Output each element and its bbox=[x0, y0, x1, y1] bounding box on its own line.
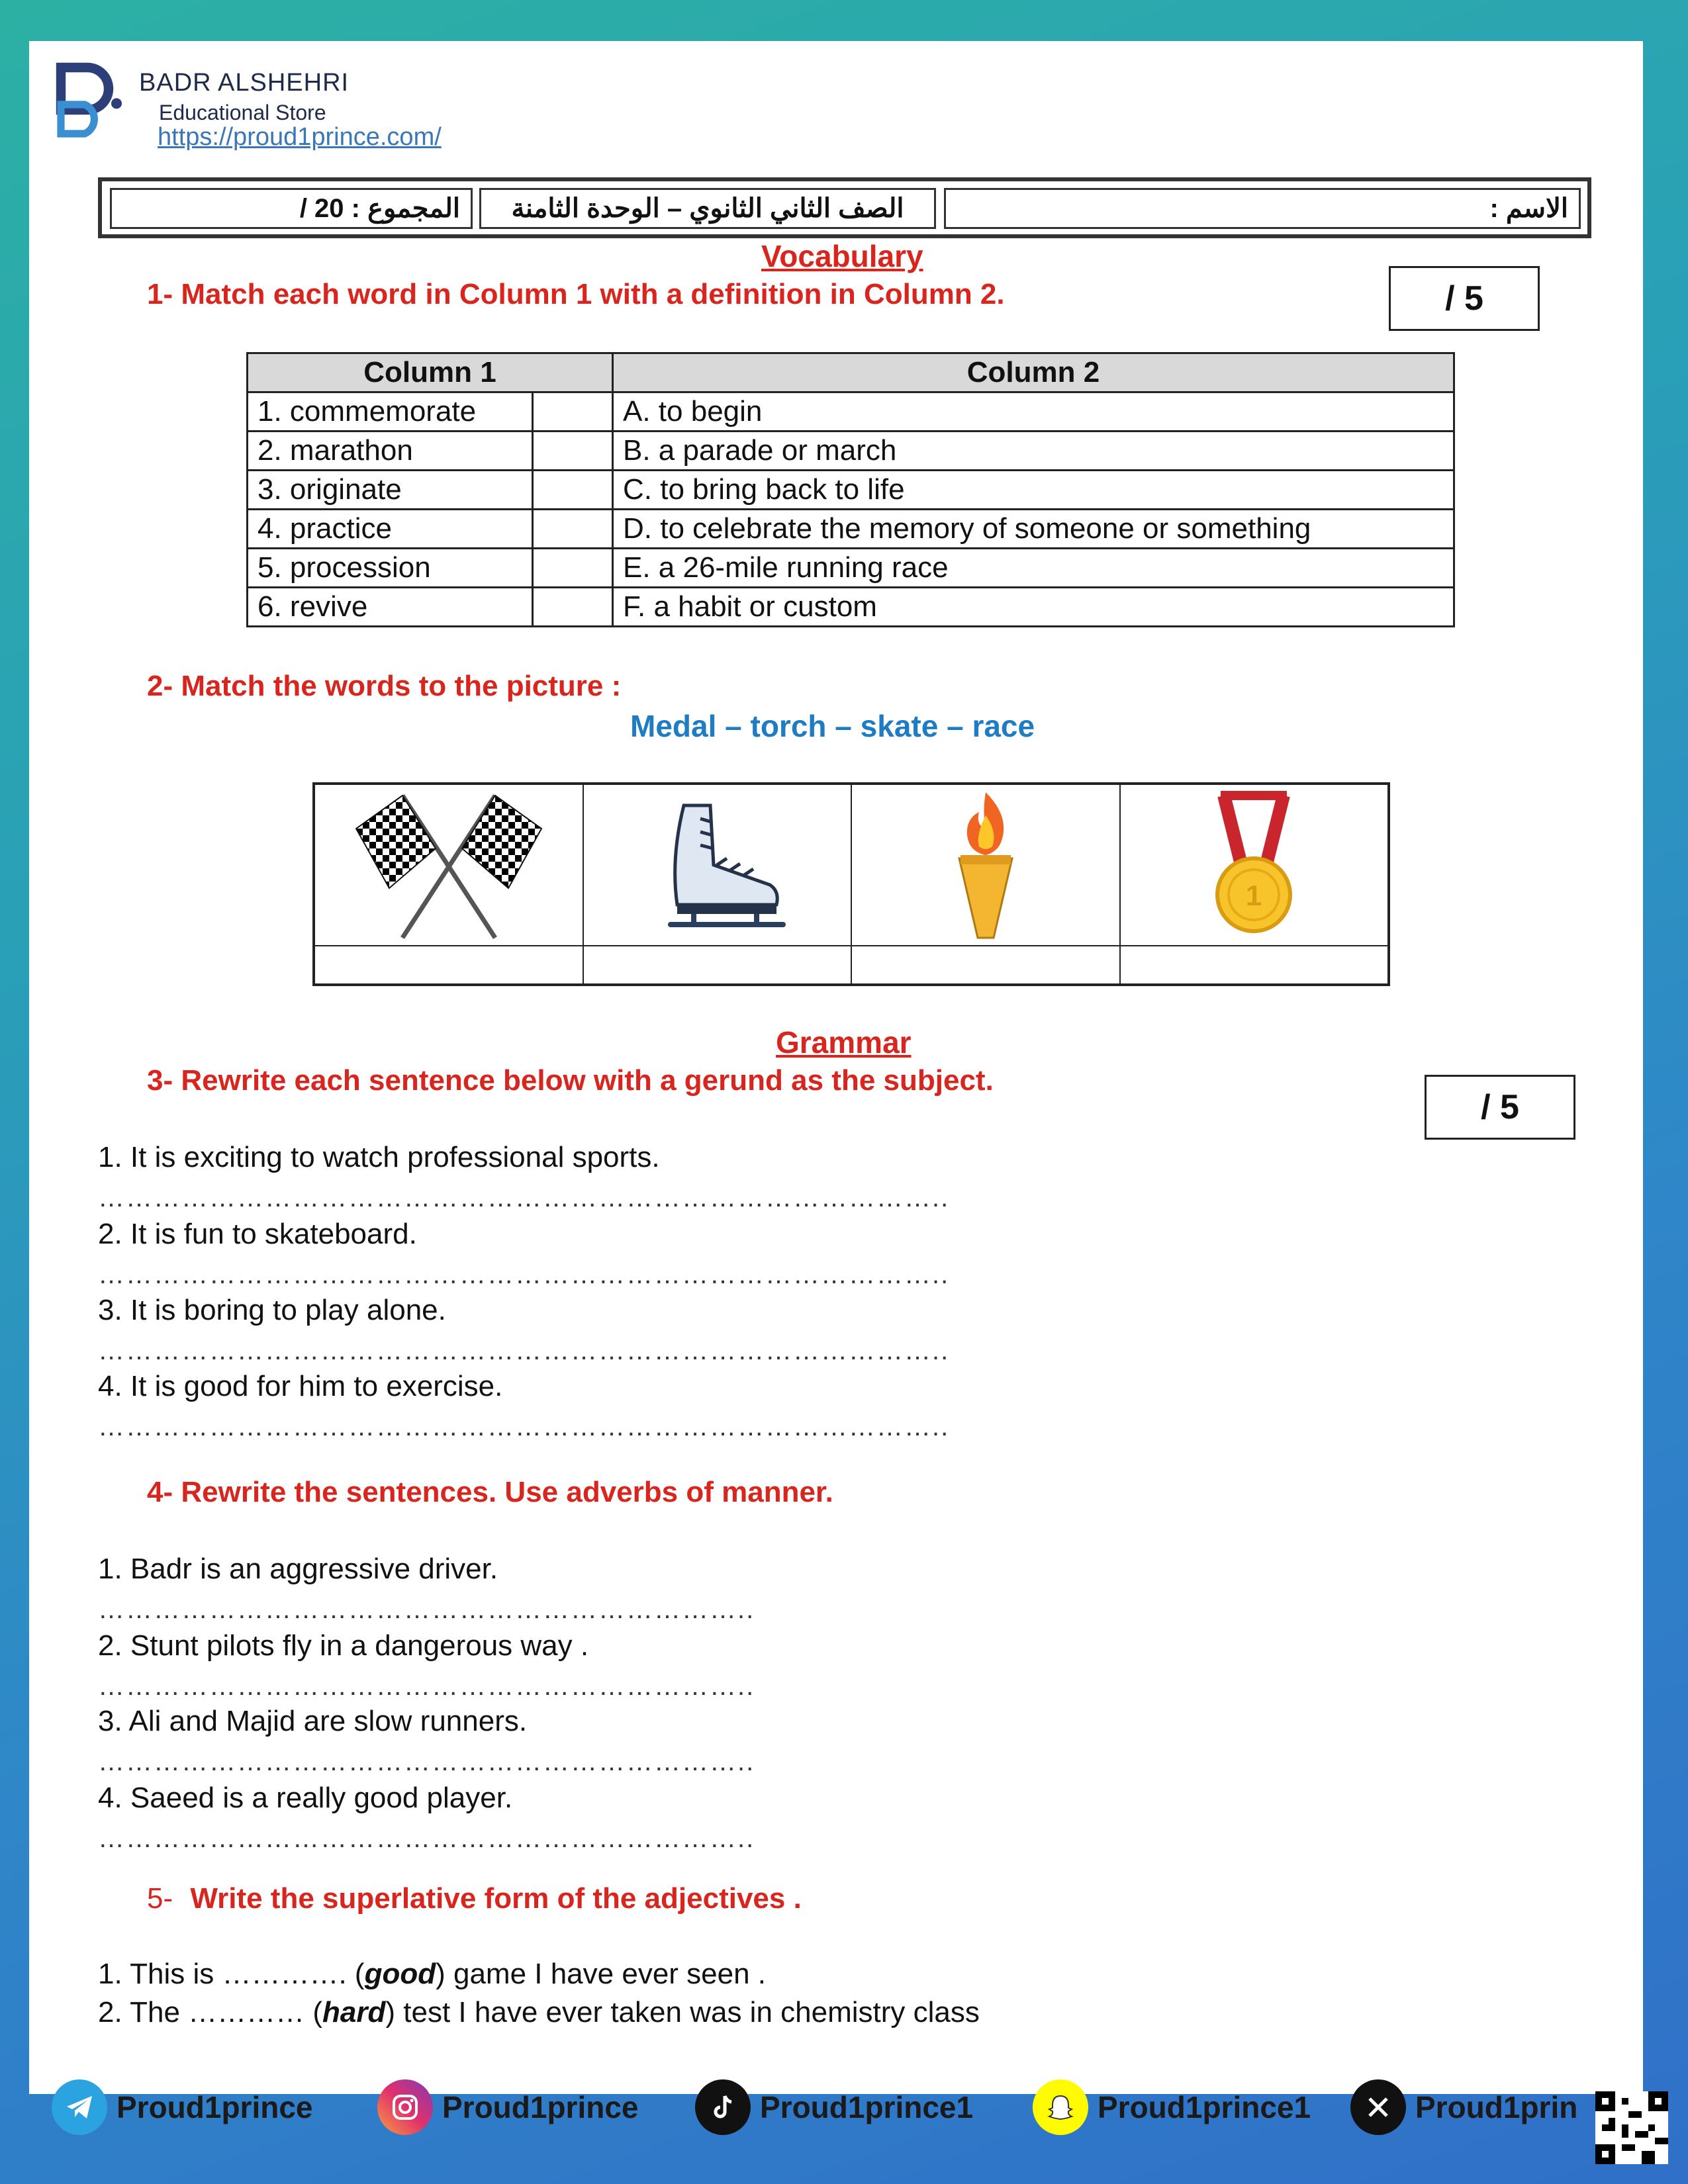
vocab-definition: A. to begin bbox=[613, 392, 1454, 432]
brand-subtitle: Educational Store bbox=[159, 101, 326, 124]
medal-icon bbox=[1207, 789, 1300, 941]
name-label: الاسم : bbox=[1489, 194, 1568, 223]
snapchat-label: Proud1prince1 bbox=[1098, 2090, 1311, 2124]
total-score-label: المجموع : 20 / bbox=[299, 194, 460, 223]
telegram-handle[interactable] bbox=[52, 2079, 313, 2135]
answer-line[interactable]: …………………………………………………………….. bbox=[98, 1595, 755, 1624]
vocab-table-header bbox=[248, 353, 1454, 392]
answer-line[interactable]: ……………………………………………………………………………….. bbox=[98, 1412, 950, 1441]
answer-cell[interactable] bbox=[533, 549, 613, 588]
vocab-definition: F. a habit or custom bbox=[613, 588, 1454, 627]
x-icon bbox=[1350, 2079, 1406, 2135]
answer-cell[interactable] bbox=[533, 471, 613, 510]
vocab-word: 6. revive bbox=[248, 588, 533, 627]
picture-cell-medal bbox=[1120, 784, 1389, 946]
vocab-word: 4. practice bbox=[248, 510, 533, 549]
checkered-flags-icon bbox=[330, 789, 568, 941]
q3-sentence-2: 2. It is fun to skateboard. bbox=[98, 1218, 417, 1250]
snapchat-icon bbox=[1033, 2079, 1088, 2135]
picture-cell-skate bbox=[583, 784, 852, 946]
q3-sentence-4: 4. It is good for him to exercise. bbox=[98, 1370, 503, 1402]
table-row bbox=[248, 392, 1454, 432]
picture-cell-torch bbox=[851, 784, 1120, 946]
name-cell[interactable] bbox=[944, 188, 1581, 229]
vocab-word: 3. originate bbox=[248, 471, 533, 510]
q5-number: 5- bbox=[147, 1882, 173, 1915]
answer-cell[interactable] bbox=[533, 392, 613, 432]
q5-label: Write the superlative form of the adjectives . bbox=[190, 1882, 802, 1915]
answer-line[interactable]: …………………………………………………………….. bbox=[98, 1824, 755, 1853]
q4-instruction: 4- Rewrite the sentences. Use adverbs of manner. bbox=[147, 1476, 833, 1508]
svg-text:1: 1 bbox=[1246, 880, 1262, 912]
tiktok-handle[interactable] bbox=[695, 2079, 973, 2135]
q5-1-suffix: ) game I have ever seen . bbox=[436, 1958, 767, 1990]
instagram-icon bbox=[377, 2079, 433, 2135]
answer-line[interactable]: ……………………………………………………………………………….. bbox=[98, 1260, 950, 1289]
brand-name: BADR ALSHEHRI bbox=[139, 69, 350, 97]
picture-match-grid bbox=[312, 782, 1390, 986]
tiktok-label: Proud1prince1 bbox=[760, 2090, 974, 2124]
table-row bbox=[248, 432, 1454, 471]
answer-cell[interactable] bbox=[851, 946, 1120, 984]
q4-sentence-1: 1. Badr is an aggressive driver. bbox=[98, 1553, 498, 1585]
picture-cell-race bbox=[314, 784, 583, 946]
header-bar bbox=[98, 177, 1591, 238]
telegram-icon bbox=[52, 2079, 107, 2135]
q5-2-suffix: ) test I have ever taken was in chemistry class bbox=[385, 1996, 980, 2028]
q4-sentence-2: 2. Stunt pilots fly in a dangerous way . bbox=[98, 1629, 589, 1662]
q5-1-adjective: good bbox=[364, 1958, 436, 1990]
x-handle[interactable] bbox=[1350, 2079, 1577, 2135]
answer-line[interactable]: …………………………………………………………….. bbox=[98, 1747, 755, 1776]
snapchat-handle[interactable] bbox=[1033, 2079, 1311, 2135]
table-row bbox=[248, 471, 1454, 510]
grammar-title: Grammar bbox=[776, 1025, 912, 1060]
q3-sentence-3: 3. It is boring to play alone. bbox=[98, 1294, 446, 1326]
q5-sentence-2 bbox=[98, 1996, 980, 2029]
q1-instruction: 1- Match each word in Column 1 with a definition in Column 2. bbox=[147, 278, 1005, 310]
telegram-label: Proud1prince bbox=[117, 2090, 313, 2124]
brand-url-link[interactable]: https://proud1prince.com/ bbox=[158, 123, 442, 151]
x-label: Proud1prin bbox=[1415, 2090, 1578, 2124]
ice-skate-icon bbox=[637, 792, 796, 938]
tiktok-icon bbox=[695, 2079, 751, 2135]
q5-2-prefix: 2. The ………… ( bbox=[98, 1996, 323, 2028]
grammar-score-box: / 5 bbox=[1425, 1075, 1575, 1140]
answer-line[interactable]: …………………………………………………………….. bbox=[98, 1672, 755, 1701]
vocab-word: 2. marathon bbox=[248, 432, 533, 471]
q3-sentence-1: 1. It is exciting to watch professional sports. bbox=[98, 1141, 660, 1173]
q5-sentence-1 bbox=[98, 1958, 766, 1991]
class-unit-label: الصف الثاني الثانوي – الوحدة الثامنة bbox=[511, 194, 904, 223]
answer-line[interactable]: ……………………………………………………………………………….. bbox=[98, 1183, 950, 1212]
total-score-cell bbox=[110, 188, 473, 229]
vocab-word: 5. procession bbox=[248, 549, 533, 588]
answer-cell[interactable] bbox=[1120, 946, 1389, 984]
vocab-definition: D. to celebrate the memory of someone or something bbox=[613, 510, 1454, 549]
answer-cell[interactable] bbox=[314, 946, 583, 984]
q5-2-adjective: hard bbox=[322, 1996, 386, 2028]
answer-cell[interactable] bbox=[583, 946, 852, 984]
class-unit-cell bbox=[479, 188, 936, 229]
answer-line[interactable]: ……………………………………………………………………………….. bbox=[98, 1336, 950, 1365]
brand-logo-icon bbox=[56, 56, 135, 148]
q2-word-bank: Medal – torch – skate – race bbox=[630, 709, 1035, 743]
q5-instruction bbox=[147, 1882, 802, 1915]
col1-header: Column 1 bbox=[248, 353, 613, 392]
table-row bbox=[248, 549, 1454, 588]
vocab-definition: B. a parade or march bbox=[613, 432, 1454, 471]
q2-instruction: 2- Match the words to the picture : bbox=[147, 670, 622, 702]
table-row bbox=[248, 588, 1454, 627]
vocab-definition: C. to bring back to life bbox=[613, 471, 1454, 510]
torch-icon bbox=[946, 786, 1025, 944]
q4-sentence-4: 4. Saeed is a really good player. bbox=[98, 1782, 513, 1814]
answer-cell[interactable] bbox=[533, 432, 613, 471]
table-row bbox=[248, 510, 1454, 549]
answer-cell[interactable] bbox=[533, 588, 613, 627]
col2-header: Column 2 bbox=[613, 353, 1454, 392]
q3-instruction: 3- Rewrite each sentence below with a gerund as the subject. bbox=[147, 1064, 994, 1097]
q5-1-prefix: 1. This is …………. ( bbox=[98, 1958, 365, 1990]
instagram-label: Proud1prince bbox=[442, 2090, 639, 2124]
answer-cell[interactable] bbox=[533, 510, 613, 549]
qr-code-icon bbox=[1595, 2091, 1668, 2164]
vocab-definition: E. a 26-mile running race bbox=[613, 549, 1454, 588]
instagram-handle[interactable] bbox=[377, 2079, 639, 2135]
vocab-score-box: / 5 bbox=[1389, 266, 1540, 331]
vocab-match-table bbox=[246, 352, 1455, 627]
vocab-word: 1. commemorate bbox=[248, 392, 533, 432]
vocabulary-title: Vocabulary bbox=[761, 239, 923, 273]
q4-sentence-3: 3. Ali and Majid are slow runners. bbox=[98, 1705, 528, 1737]
